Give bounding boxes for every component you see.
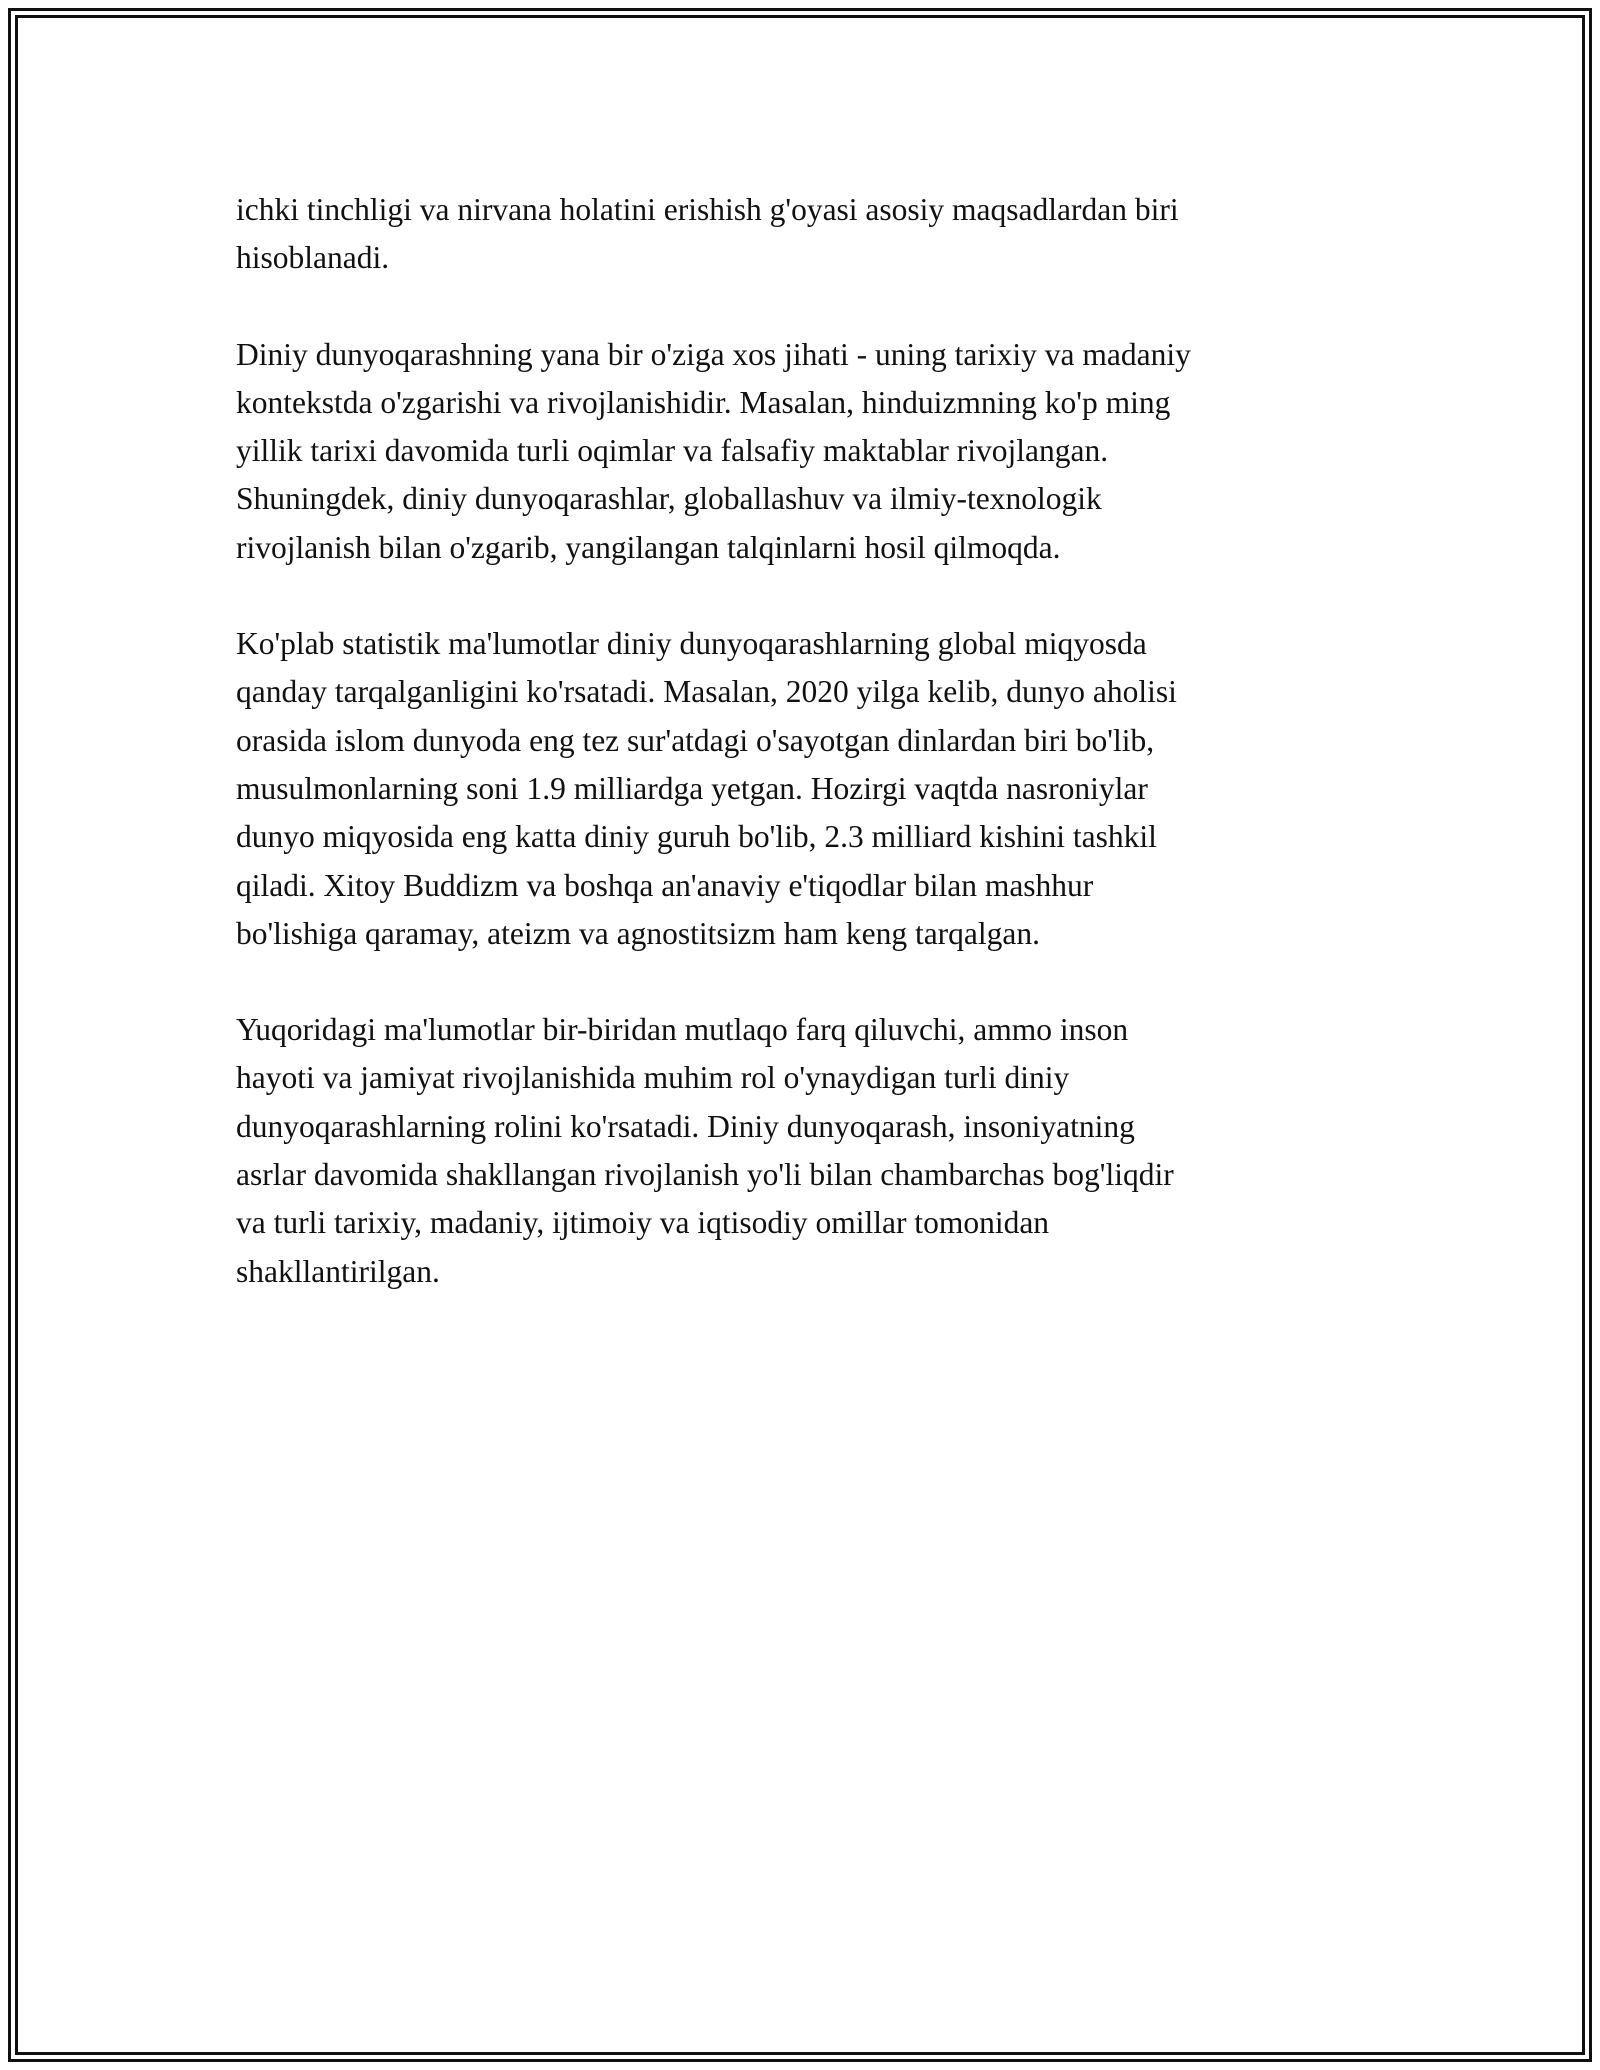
text-line: Ko'plab statistik ma'lumotlar diniy dunyoqarashlarning global miqyosda — [236, 626, 1147, 662]
text-line: shakllantirilgan. — [236, 1253, 440, 1289]
text-line: rivojlanish bilan o'zgarib, yangilangan talqinlarni hosil qilmoqda. — [236, 529, 1061, 565]
text-line: ichki tinchligi va nirvana holatini erishish g'oyasi asosiy maqsadlardan biri — [236, 192, 1179, 227]
paragraph-2 — [236, 331, 1366, 572]
paragraph-1 — [236, 186, 1366, 283]
text-line: qiladi. Xitoy Buddizm va boshqa an'anaviy e'tiqodlar bilan mashhur — [236, 867, 1094, 903]
text-line: Yuqoridagi ma'lumotlar bir-biridan mutlaqo farq qiluvchi, ammo inson — [236, 1012, 1129, 1048]
text-line: yillik tarixi davomida turli oqimlar va falsafiy maktablar rivojlangan. — [236, 433, 1109, 469]
text-line: Shuningdek, diniy dunyoqarashlar, globallashuv va ilmiy-texnologik — [236, 481, 1102, 517]
document-body — [236, 186, 1366, 1344]
text-line: hayoti va jamiyat rivojlanishida muhim rol o'ynaydigan turli diniy — [236, 1060, 1070, 1096]
text-line: musulmonlarning soni 1.9 milliardga yetgan. Hozirgi vaqtda nasroniylar — [236, 770, 1148, 806]
text-line: Diniy dunyoqarashning yana bir o'ziga xos jihati - uning tarixiy va madaniy — [236, 336, 1191, 372]
text-line: va turli tarixiy, madaniy, ijtimoiy va iqtisodiy omillar tomonidan — [236, 1205, 1050, 1241]
text-line: asrlar davomida shakllangan rivojlanish yo'li bilan chambarchas bog'liqdir — [236, 1157, 1174, 1193]
text-line: dunyo miqyosida eng katta diniy guruh bo'lib, 2.3 milliard kishini tashkil — [236, 819, 1157, 855]
text-line: qanday tarqalganligini ko'rsatadi. Masalan, 2020 yilga kelib, dunyo aholisi — [236, 674, 1177, 710]
text-line: orasida islom dunyoda eng tez sur'atdagi o'sayotgan dinlardan biri bo'lib, — [236, 722, 1155, 758]
text-line: bo'lishiga qaramay, ateizm va agnostitsizm ham keng tarqalgan. — [236, 915, 1041, 951]
text-line: dunyoqarashlarning rolini ko'rsatadi. Diniy dunyoqarash, insoniyatning — [236, 1108, 1135, 1144]
text-line: kontekstda o'zgarishi va rivojlanishidir. Masalan, hinduizmning ko'p ming — [236, 384, 1171, 420]
paragraph-4 — [236, 1006, 1366, 1296]
text-line: hisoblanadi. — [236, 240, 390, 276]
paragraph-3 — [236, 620, 1366, 958]
